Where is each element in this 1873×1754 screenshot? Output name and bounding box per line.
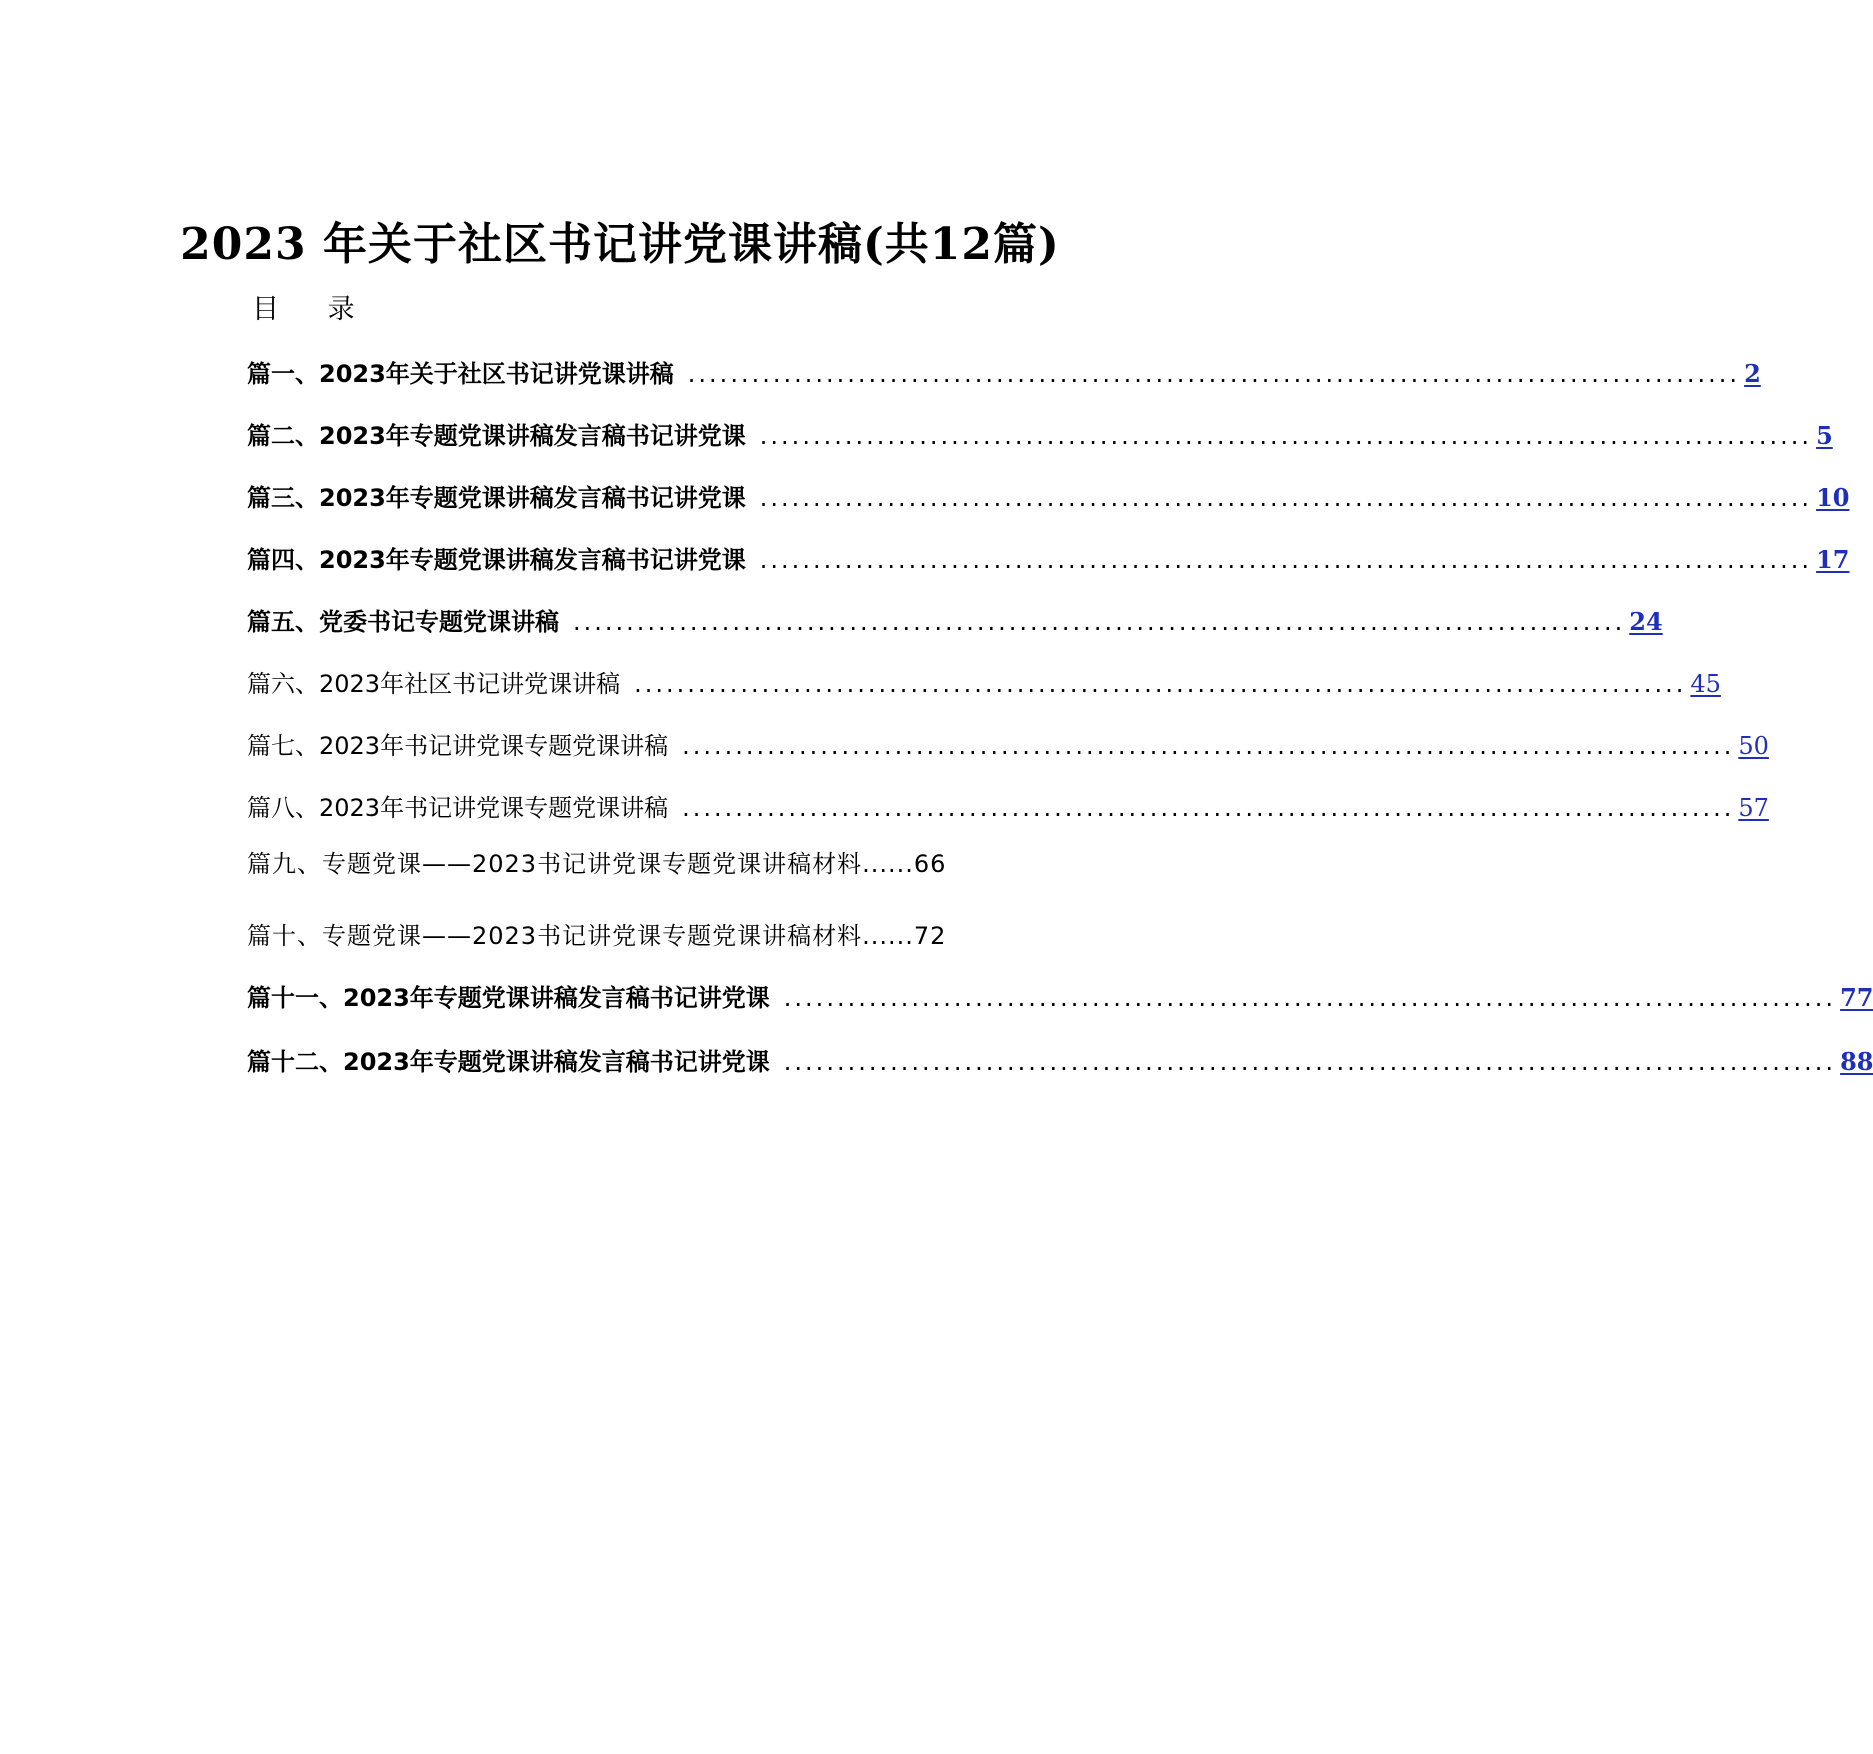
toc-page-link[interactable]: 45 <box>1690 670 1721 698</box>
toc-entry-11[interactable] <box>247 980 1873 1016</box>
toc-entry-8[interactable] <box>247 790 1769 826</box>
toc-page-link[interactable]: 57 <box>1738 794 1769 822</box>
toc-page-link[interactable]: 10 <box>1816 483 1850 512</box>
toc-entry-title: 篇十一、2023年专题党课讲稿发言稿书记讲党课 <box>247 984 770 1012</box>
toc-dot-leader: ................................................................................................... <box>783 1048 1837 1076</box>
toc-entry-title: 篇四、2023年专题党课讲稿发言稿书记讲党课 <box>247 546 746 574</box>
toc-heading: 目 录 <box>252 294 375 325</box>
toc-dot-leader: ................................................................................................... <box>682 732 1735 760</box>
toc-entry-4[interactable] <box>247 542 1850 578</box>
toc-entry-7[interactable] <box>247 728 1769 764</box>
toc-dot-leader: ................................................................................................... <box>687 360 1741 388</box>
toc-dot-leader: ................................................................................................... <box>759 422 1813 450</box>
toc-entry-2[interactable] <box>247 418 1833 454</box>
toc-entry-title: 篇七、2023年书记讲党课专题党课讲稿 <box>247 732 669 760</box>
toc-page-link[interactable]: 24 <box>1629 607 1663 636</box>
toc-dot-leader: ................................................................................................... <box>682 794 1735 822</box>
toc-entry-title: 篇二、2023年专题党课讲稿发言稿书记讲党课 <box>247 422 746 450</box>
toc-page-link[interactable]: 50 <box>1738 732 1769 760</box>
toc-dot-leader: ................................................................................................... <box>759 546 1813 574</box>
toc-entry-12[interactable] <box>247 1044 1873 1080</box>
toc-entry-prefix: 篇十二、 <box>247 1048 343 1076</box>
toc-entry-title: 篇八、2023年书记讲党课专题党课讲稿 <box>247 794 669 822</box>
toc-page-number: ......66 <box>862 850 947 878</box>
toc-page-link[interactable]: 17 <box>1816 545 1850 574</box>
toc-entry-6[interactable] <box>247 666 1721 702</box>
table-of-contents <box>247 356 1873 1080</box>
toc-dot-leader: ................................................................................................... <box>759 484 1813 512</box>
toc-page-link[interactable]: 2 <box>1744 359 1761 388</box>
toc-dot-leader: ................................................................................................... <box>573 608 1626 636</box>
toc-page-link[interactable]: 5 <box>1816 421 1833 450</box>
toc-dot-leader: ................................................................................................... <box>783 984 1837 1012</box>
toc-entry-title: 2023年专题党课讲稿发言稿书记讲党课 <box>343 1048 770 1076</box>
toc-page-number: ......72 <box>862 922 947 950</box>
toc-entry-title: 篇九、专题党课——2023书记讲党课专题党课讲稿材料 <box>247 850 863 878</box>
toc-entry-9[interactable] <box>247 846 1047 882</box>
toc-entry-title: 篇三、2023年专题党课讲稿发言稿书记讲党课 <box>247 484 746 512</box>
toc-entry-title: 篇十、专题党课——2023书记讲党课专题党课讲稿材料 <box>247 922 863 950</box>
toc-entry-10[interactable] <box>247 918 1047 954</box>
toc-entry-5[interactable] <box>247 604 1663 640</box>
toc-entry-1[interactable] <box>247 356 1761 392</box>
toc-entry-3[interactable] <box>247 480 1850 516</box>
toc-entry-title: 篇五、党委书记专题党课讲稿 <box>247 608 559 636</box>
toc-page-link[interactable]: 88 <box>1840 1047 1873 1076</box>
toc-dot-leader: ................................................................................................... <box>634 670 1687 698</box>
document-title: 2023 年关于社区书记讲党课讲稿(共12篇) <box>180 219 1060 271</box>
toc-entry-title: 篇六、2023年社区书记讲党课讲稿 <box>247 670 621 698</box>
toc-entry-title: 篇一、2023年关于社区书记讲党课讲稿 <box>247 360 674 388</box>
toc-page-link[interactable]: 77 <box>1840 983 1873 1012</box>
